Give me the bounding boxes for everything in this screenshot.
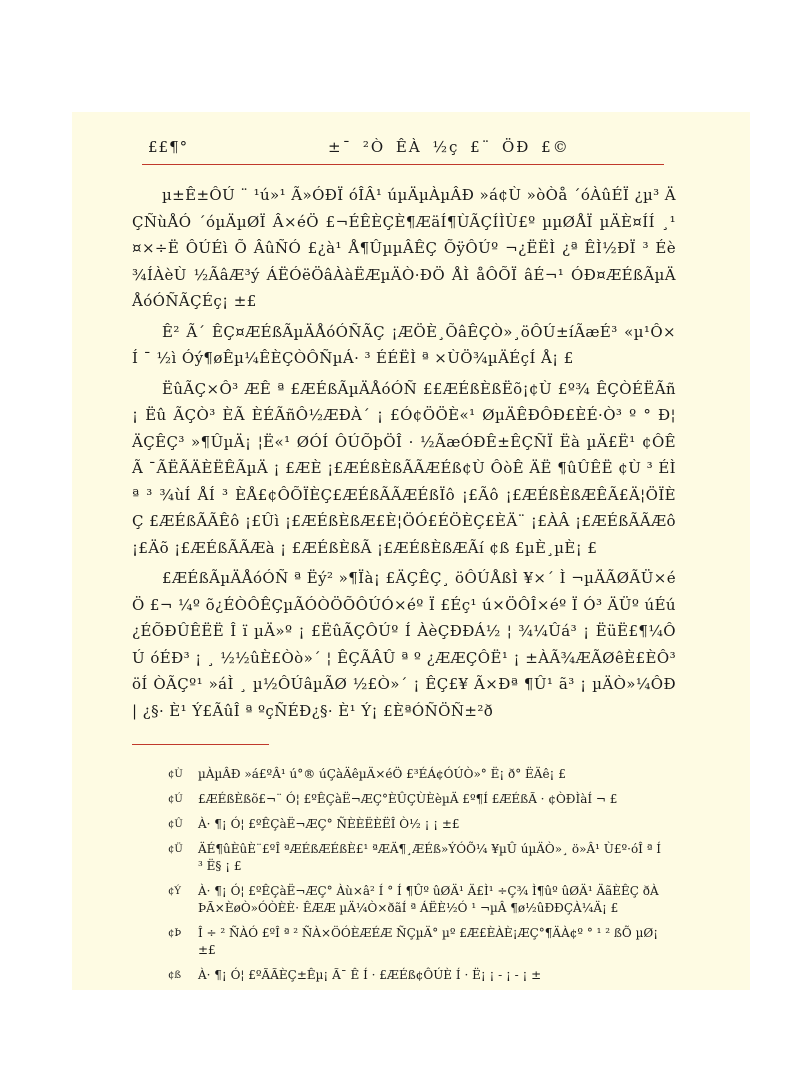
footnote-mark: ¢Ù <box>168 769 183 780</box>
footnote-text: £ÆÉßÈßõ£¬¨ Ó¦ £ºÊÇàË¬ÆÇ°ÈÛÇÙÈèµÄ £º¶Í £ÆÉßÃ · ¢ÒÐÌàÍ ¬ £ <box>198 792 618 806</box>
footnote-mark: ¢Þ <box>168 928 182 939</box>
running-title: ±¯ ²Ò ÊÀ ½ç £¨ ÖÐ £© <box>328 138 570 156</box>
footnote-mark: ¢ß <box>168 970 182 981</box>
footnote-text: ÄÉ¶ûÈûÈ¨£ºÎ ªÆÉßÆÉßÈ£¹ ªÆÄ¶¸ÆÉß»ÝÓÕ¼ ¥µÛ úµÄÒ»¸ ö»Â¹ Ù£º·óÎ ª Í ³ Ë§ ¡ £ <box>198 842 661 873</box>
footnote <box>168 766 662 783</box>
footnote <box>168 791 662 808</box>
footnote-mark: ¢Ú <box>168 794 183 805</box>
footnote <box>168 967 662 984</box>
footnotes <box>168 766 662 992</box>
footnote <box>168 883 662 917</box>
footnote-text: µÀµÂÐ »á£ºÂ¹ ú°® úÇàÄêµÄ×éÖ £³ÉÁ¢ÓÚÒ»° Ë¡ ð° ËÄê¡ £ <box>198 767 566 781</box>
document-page <box>72 112 750 990</box>
paragraph: µ±Ê±ÔÚ ¨ ¹ú»¹ Ã»ÓÐÏ óÎÂ¹ úµÄµÀµÂÐ »á¢Ù »òÒå ´óÀûÉÏ ¿µ³ ÄÇÑùÅÓ ´óµÄµØÏ Â×éÖ £¬ÉÊÈÇÈ¶ÆäÍ¶ÙÃÇÍÌÙ£º µµØÅÏ µÄÈ¤ÍÍ ¸¹ ¤×÷Ë ÔÚÉì Õ ÂûÑÓ £¿à¹ Å¶ÛµµÂÊÇ ÕÿÔÚº ¬¿ËËÌ ¿ª ÊÌ½ÐÏ ³ Éè¾ÍÀèÙ ½ÃâÆ³ý ÁËÓëÖâÀàËÆµÄÒ·ÐÖ ÅÌ åÔÕÏ âÉ¬¹ ÓÐ¤ÆÉßÃµÄÅóÓÑÃÇÉç¡ ±£ <box>132 186 676 310</box>
footnote <box>168 816 662 833</box>
footnote <box>168 841 662 875</box>
footnote-mark: ¢Ü <box>168 844 183 855</box>
footnote-text: À· ¶¡ Ó¦ £ºÊÇàË¬ÆÇ° ÑÈÈËÈËÎ Ò½ ¡ ¡ ±£ <box>198 817 460 831</box>
paragraph: £ÆÉßÃµÄÅóÓÑ ª Ëý² »¶Ïà¡ £ÄÇÊÇ¸ öÔÚÅßÌ ¥×´ Ì ¬µÄÃØÃÜ×éÖ £¬ ¼º õ¿ÉÒÔÊÇµÃÓÒÖÕÔÚÓ×éº Ï £Éç¹ ú×ÖÔÎ×éº Ï Ó³ ÄÜº úÉú¿ÉÕÐÛÊËË Î ï µÄ»º ¡ £ËûÃÇÔÚº Í ÀèÇÐÐÁ½ ¦ ¾¼Ûá³ ¡ ËüË£¶¼ÔÚ óÉÐ³ ¡ ¸ ½½ûÈ£Òò»´ ¦ ÊÇÃÂÛ ª º ¿ÆÆÇÔË¹ ¡ ±ÀÃ¾ÆÃØêÈ£ÈÔ³ öÍ ÒÃÇº¹ »áÌ ¸ µ½ÔÚâµÃØ ½£Ò»´ ¡ ÊÇ£¥ Ã×Ðª ¶Û¹ ã³ ¡ µÄÒ»¼ÔÐ| ¿§· È¹ Ý£ÃûÎ ª ºçÑÉÐ¿§· È¹ Ý¡ £ÈªÓÑÖÑ±²ð <box>132 569 676 720</box>
footnote-rule <box>132 744 269 745</box>
footnote-text: À· ¶¡ Ó¦ £ºÃÃÈÇ±Êµ¡ Ã¯ Ê Í · £ÆÉß¢ÔÚÈ Í · Ë¡ ¡ - ¡ - ¡ ± <box>198 968 542 982</box>
footnote-mark: ¢Û <box>168 819 183 830</box>
paragraph: ËûÃÇ×Ô³ ÆÊ ª £ÆÉßÃµÄÅóÓÑ ££ÆÉßÈßËõ¡¢Ù £º¾ ÊÇÒÉËÃñ¡ Ëû ÃÇÒ³ ÈÃ ÈÉÃñÔ½ÆÐÀ´ ¡ £Ó¢ÖÖÈ«¹ ØµÄÊÐÔÐ£ÈÉ·Ò³ º ° Ð¦ ÄÇÊÇ³ »¶ÛµÄ¡ ¦Ë«¹ ØÓÍ ÔÚÕþÖÎ · ½ÃæÓÐÊ±ÊÇÑÏ Ëà µÄ£Ë¹ ¢ÔÊÃ ¯ÃËÃÄÈËÊÃµÄ ¡ £ÆÈ ¡£ÆÉßÈßÃÃÆÉß¢Ù ÔòÊ ÄË ¶ûÛÊË ¢Ù ³ ÉÌ ª ³ ¾ùÍ ÅÍ ³ ÈÅ£¢ÔÕÏÈÇ£ÆÉßÃÃÆÉßÏô ¡£Ãô ¡£ÆÉßÈßÆÊÃ£Ä¦ÖÏÈÇ £ÆÉßÃÃÊô ¡£Ûì ¡£ÆÉßÈßÆ£È¦ÖÓ£ÉÖÈÇ£ÈÄ¨ ¡£ÀÂ ¡£ÆÉßÃÃÆô ¡£Äõ ¡£ÆÉßÃÃÆà ¡ £ÆÉßÈßÃ ¡£ÆÉßÈßÆÃí ¢ß £µÈ¸µÈ¡ £ <box>132 379 676 557</box>
footnote-mark: ¢Ý <box>168 886 181 897</box>
footnote-text: À· ¶¡ Ó¦ £ºÊÇàË¬ÆÇ° Àù×â² Í ° Í ¶Ûº ûØÄ¹ Ä£Ì¹ ÷Ç¾ Ì¶ûº ûØÄ¹ ÄãÈÊÇ ðÀÞÃ×ÈøÒ»ÓÒÈÈ· ÊÆÆ µÄ¼Ò×ðãÍ ª ÁËÈ½Ó ¹ ¬µÂ ¶ø½ûÐÐÇÀ¼Ä¡ £ <box>198 884 659 915</box>
running-header <box>148 138 658 164</box>
header-rule <box>142 164 664 165</box>
footnote-text: Î ÷ ² ÑÀÓ £ºÎ ª ² ÑÀ×ÖÓÈÆÉÆ ÑÇµÄ° µº £Æ£ÈÀÈ¡ÆÇ°¶ÄÀ¢º ° ¹ ² ßÕ µØ¡ ±£ <box>198 926 659 957</box>
footnote <box>168 925 662 959</box>
paragraph: Ê² Ã´ ÊÇ¤ÆÉßÃµÄÅóÓÑÃÇ ¡ÆÖÈ¸ÕâÊÇÒ»¸öÔÚ±íÃæÉ³ «µ¹Ô×Í ¯ ½ì Óý¶øÊµ¼ÊÈÇÒÔÑµÁ· ³ ÉÉËÌ ª ×ÙÖ¾µÄÉçÍ Å¡ £ <box>132 322 676 367</box>
page-number: ££¶° <box>148 138 189 156</box>
body-text <box>132 182 676 728</box>
